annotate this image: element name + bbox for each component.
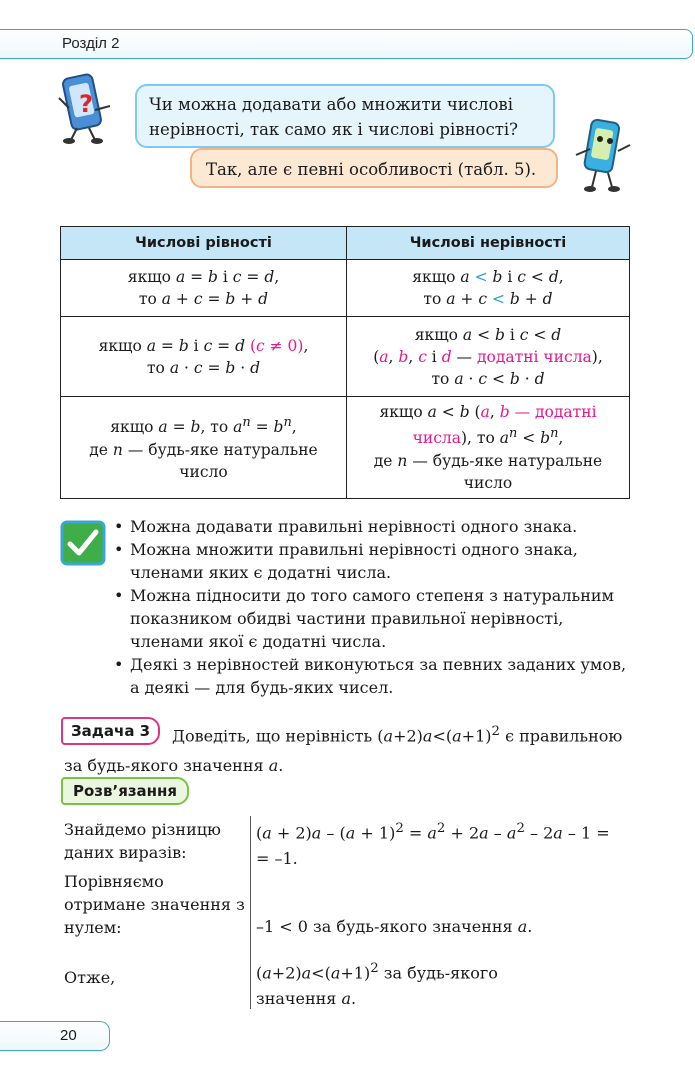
solution-label: Розв’язання <box>61 777 189 805</box>
table-header-row <box>61 227 630 260</box>
list-item: • Можна множити правильні нерівності одного знака, членами яких є додатні числа. <box>110 538 640 584</box>
answer-text: Так, але є певні особливості (табл. 5). <box>206 160 537 179</box>
list-item: • Можна додавати правильні нерівності одного знака. <box>110 515 640 538</box>
question-robot-icon <box>55 70 125 145</box>
cell-equality-add: якщо a = b і c = d, то a + c = b + d <box>61 260 347 317</box>
table-row <box>61 397 630 499</box>
chapter-title: Розділ 2 <box>62 35 120 52</box>
cell-inequality-power: якщо a < b (a, b — додатні числа), то $a^n < b^n$, де n — будь-яке натуральне число <box>347 397 630 499</box>
question-text: Чи можна додавати або множити числові нерівності, так само як і числові рівності? <box>149 95 518 139</box>
cell-equality-mult: якщо a = b і c = d (c ≠ 0), то a · c = b · d <box>61 317 347 397</box>
table-row <box>61 260 630 317</box>
chapter-header <box>0 29 693 59</box>
step-3-text: за будь-якого <box>383 963 498 983</box>
solution-divider <box>250 816 251 1009</box>
solution-step-1-math: $(a + 2)a - (a + 1)^2 = a^2 + 2a - a^2 - 2a - 1$ = = –1. <box>256 821 610 869</box>
comparison-table <box>60 226 630 499</box>
cell-inequality-mult: якщо a < b і c < d (a, b, c і d — додатні числа), то a · c < b · d <box>347 317 630 397</box>
solution-step-1-label: Знайдемо різницю даних виразів: <box>64 820 221 862</box>
solution-step-2-math: –1 < 0 за будь-якого значення a. <box>256 917 533 936</box>
list-item: • Деякі з нерівностей виконуються за певних заданих умов, а деякі — для будь-яких чисел. <box>110 653 640 699</box>
header-inequalities: Числові нерівності <box>347 227 630 260</box>
cell-equality-power: якщо a = b, то $a^n = b^n$, де n — будь-яке натуральне число <box>61 397 347 499</box>
task-statement: Доведіть, що нерівність $(a+2)a<(a+1)^2$ є правильною за будь-якого значення a. <box>64 724 623 776</box>
solution-step-2-label: Порівняємо отримане значення з нулем: <box>64 872 245 937</box>
table-row <box>61 317 630 397</box>
svg-text:?: ? <box>79 90 93 118</box>
rules-list <box>110 515 640 699</box>
task-text-before: Доведіть, що нерівність <box>172 726 373 746</box>
solution-step-3-math: $(a+2)a<(a+1)^2$ за будь-якого значення a. <box>256 961 498 1009</box>
step-2-text: за будь-якого значення <box>313 917 513 936</box>
step-3-text-2: значення <box>256 989 337 1009</box>
answer-robot-icon <box>572 115 637 195</box>
question-bubble <box>135 84 555 148</box>
cell-inequality-add: якщо a < b і c < d, то a + c < b + d <box>347 260 630 317</box>
page-number-bar <box>0 1021 110 1051</box>
page-number: 20 <box>60 1027 77 1044</box>
header-equalities: Числові рівності <box>61 227 347 260</box>
solution-step-3-label: Отже, <box>64 968 116 987</box>
task-label: Задача 3 <box>61 717 160 745</box>
checkmark-icon <box>60 520 106 566</box>
task-text-after: є правильною за будь-якого значення <box>64 726 623 776</box>
list-item: • Можна підносити до того самого степеня з натуральним показником обидві частини правильної нерівності, членами якої є додатні числа. <box>110 584 640 653</box>
answer-bubble <box>190 148 558 188</box>
